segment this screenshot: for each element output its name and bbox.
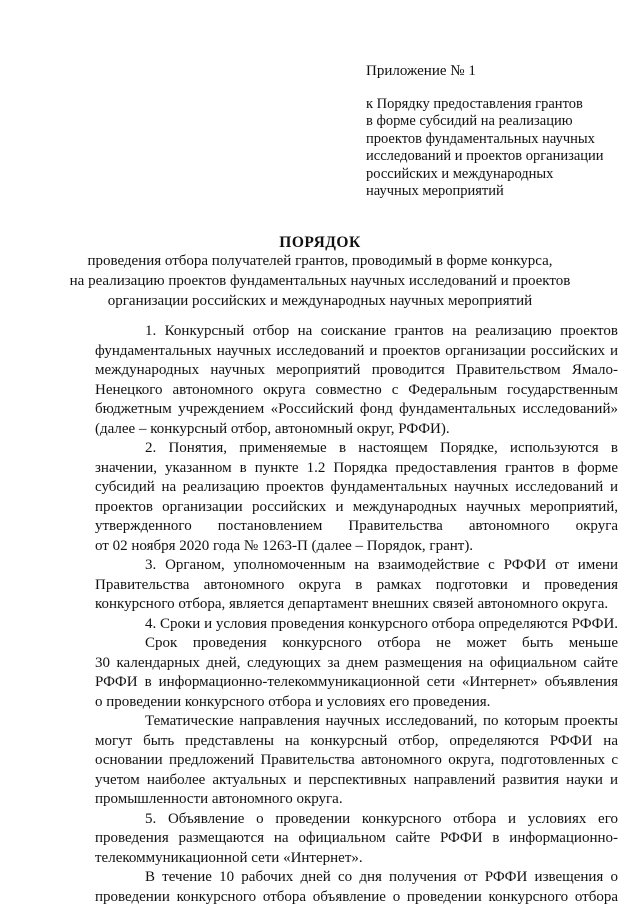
annex-title: Приложение № 1 bbox=[366, 62, 476, 80]
body-line: субсидий на реализацию проектов фундаментальных научных исследований и bbox=[95, 478, 618, 498]
annex-line: в форме субсидий на реализацию bbox=[366, 113, 636, 130]
body-line: РФФИ в информационно-телекоммуникационной сети «Интернет» объявления bbox=[95, 673, 618, 693]
body-line: Ненецкого автономного округа совместно с Федеральным государственным bbox=[95, 381, 618, 401]
body-line: основании предложений Правительства автономного округа, подготовленных с bbox=[95, 751, 618, 771]
body-line: 2. Понятия, применяемые в настоящем Порядке, используются в bbox=[95, 439, 618, 459]
body-line: В течение 10 рабочих дней со дня получения от РФФИ извещения о bbox=[95, 868, 618, 888]
body-line: промышленности автономного округа. bbox=[95, 790, 618, 810]
body-line: о проведении конкурсного отбора и условиях его проведения. bbox=[95, 693, 618, 713]
body-line: фундаментальных научных исследований и проектов организации российских и bbox=[95, 342, 618, 362]
body-line: Тематические направления научных исследований, по которым проекты bbox=[95, 712, 618, 732]
annex-line: российских и международных bbox=[366, 166, 636, 183]
annex-line: научных мероприятий bbox=[366, 183, 636, 200]
document-subtitle bbox=[0, 251, 640, 311]
body-line: 3. Органом, уполномоченным на взаимодействие с РФФИ от имени bbox=[95, 556, 618, 576]
body-line: от 02 ноября 2020 года № 1263-П (далее – Порядок, грант). bbox=[95, 537, 618, 557]
body-line: бюджетным учреждением «Российский фонд фундаментальных исследований» bbox=[95, 400, 618, 420]
body-line: Правительства автономного округа в рамках подготовки и проведения bbox=[95, 576, 618, 596]
body-line: утвержденного постановлением Правительства автономного округа bbox=[95, 517, 618, 537]
body-line: Срок проведения конкурсного отбора не может быть меньше bbox=[95, 634, 618, 654]
subtitle-line: на реализацию проектов фундаментальных научных исследований и проектов bbox=[0, 271, 640, 291]
annex-line: исследований и проектов организации bbox=[366, 148, 636, 165]
subtitle-line: проведения отбора получателей грантов, проводимый в форме конкурса, bbox=[0, 251, 640, 271]
body-line: проведения размещаются на официальном сайте РФФИ в информационно- bbox=[95, 829, 618, 849]
body-line: телекоммуникационной сети «Интернет». bbox=[95, 849, 618, 869]
body-line: учетом наиболее актуальных и перспективных направлений развития науки и bbox=[95, 771, 618, 791]
document-body bbox=[95, 322, 618, 907]
body-line: проведении конкурсного отбора объявление о проведении конкурсного отбора bbox=[95, 888, 618, 907]
body-line: 1. Конкурсный отбор на соискание грантов на реализацию проектов bbox=[95, 322, 618, 342]
annex-reference bbox=[366, 96, 636, 200]
body-line: могут быть представлены на конкурсный отбор, определяются РФФИ на bbox=[95, 732, 618, 752]
body-line: 4. Сроки и условия проведения конкурсного отбора определяются РФФИ. bbox=[95, 615, 618, 635]
body-line: проектов организации российских и международных научных мероприятий, bbox=[95, 498, 618, 518]
document-title: ПОРЯДОК bbox=[0, 234, 640, 252]
body-line: значении, указанном в пункте 1.2 Порядка предоставления грантов в форме bbox=[95, 459, 618, 479]
body-line: международных научных мероприятий проводится Правительством Ямало- bbox=[95, 361, 618, 381]
annex-line: к Порядку предоставления грантов bbox=[366, 96, 636, 113]
body-line: 30 календарных дней, следующих за днем размещения на официальном сайте bbox=[95, 654, 618, 674]
subtitle-line: организации российских и международных научных мероприятий bbox=[0, 291, 640, 311]
body-line: (далее – конкурсный отбор, автономный округ, РФФИ). bbox=[95, 420, 618, 440]
body-line: конкурсного отбора, является департамент внешних связей автономного округа. bbox=[95, 595, 618, 615]
annex-line: проектов фундаментальных научных bbox=[366, 131, 636, 148]
body-line: 5. Объявление о проведении конкурсного отбора и условиях его bbox=[95, 810, 618, 830]
